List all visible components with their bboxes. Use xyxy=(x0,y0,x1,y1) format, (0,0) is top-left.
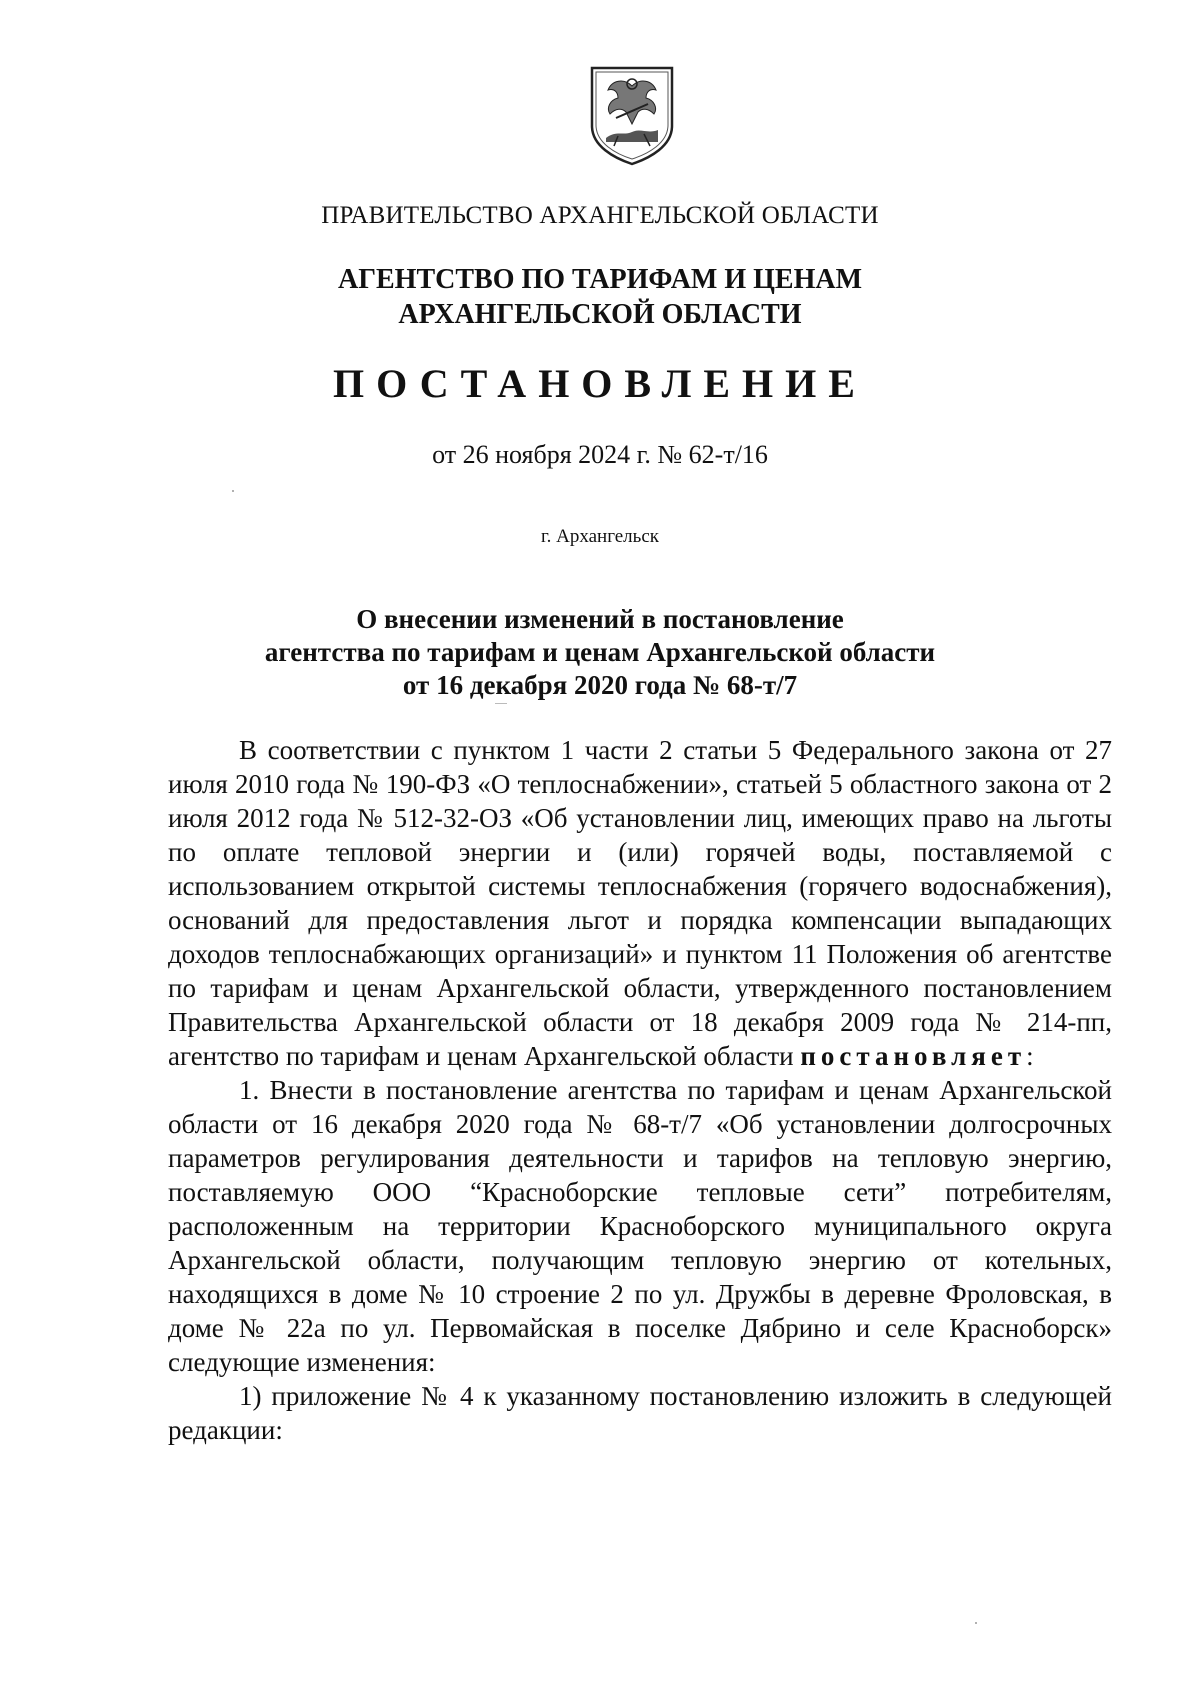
arkhangelsk-coat-of-arms-icon xyxy=(588,64,676,168)
subject-line-2: агентства по тарифам и ценам Архангельской области xyxy=(264,637,936,667)
preamble-paragraph xyxy=(168,733,1112,1073)
document-type-title: ПОСТАНОВЛЕНИЕ xyxy=(333,361,867,406)
subject-line-3: от 16 декабря 2020 года № 68-т/7 xyxy=(402,670,798,700)
subject-line-1: О внесении изменений в постановление xyxy=(356,604,844,634)
agency-name-line-2: АРХАНГЕЛЬСКОЙ ОБЛАСТИ xyxy=(398,299,802,330)
scan-speck xyxy=(975,1622,977,1624)
city: г. Архангельск xyxy=(540,526,659,547)
document-subject xyxy=(0,603,1200,702)
date-and-number: от 26 ноября 2024 г. № 62-т/16 xyxy=(432,440,768,469)
separator-dash xyxy=(495,703,507,704)
agency-name-line-1: АГЕНТСТВО ПО ТАРИФАМ И ЦЕНАМ xyxy=(337,264,863,295)
government-name: ПРАВИТЕЛЬСТВО АРХАНГЕЛЬСКОЙ ОБЛАСТИ xyxy=(321,202,879,229)
document-body xyxy=(168,733,1112,1447)
resolves-word: постановляет xyxy=(800,1041,1027,1071)
scan-speck xyxy=(232,490,234,492)
subitem-1-paragraph: 1) приложение № 4 к указанному постановлению изложить в следующей редакции: xyxy=(168,1381,1112,1445)
agency-name xyxy=(0,262,1200,332)
preamble-text: В соответствии с пунктом 1 части 2 статьи 5 Федерального закона от 27 июля 2010 года № 190-ФЗ «О теплоснабжении», статьей 5 областного закона от 2 июля 2012 года № 512-32-ОЗ «Об установлении лиц, имеющих право на льготы по оплате тепловой энергии и (или) горячей воды, поставляемой с использованием открытой системы теплоснабжения (горячего водоснабжения), оснований для предоставления льгот и порядка компенсации выпадающих доходов теплоснабжающих организаций» и пунктом 11 Положения об агентстве по тарифам и ценам Архангельской области, утвержденного постановлением Правительства Архангельской области от 18 декабря 2009 года № 214-пп, агентство по тарифам и ценам Архангельской области xyxy=(168,735,1112,1071)
preamble-colon: : xyxy=(1026,1041,1034,1071)
item-1-paragraph: 1. Внести в постановление агентства по тарифам и ценам Архангельской области от 16 декабря 2020 года № 68-т/7 «Об установлении долгосрочных параметров регулирования деятельности и тарифов на тепловую энергию, поставляемую ООО “Красноборские тепловые сети” потребителям, расположенным на территории Красноборского муниципального округа Архангельской области, получающим тепловую энергию от котельных, находящихся в доме № 10 строение 2 по ул. Дружбы в деревне Фроловская, в доме № 22а по ул. Первомайская в поселке Дябрино и селе Красноборск» следующие изменения: xyxy=(168,1075,1112,1377)
